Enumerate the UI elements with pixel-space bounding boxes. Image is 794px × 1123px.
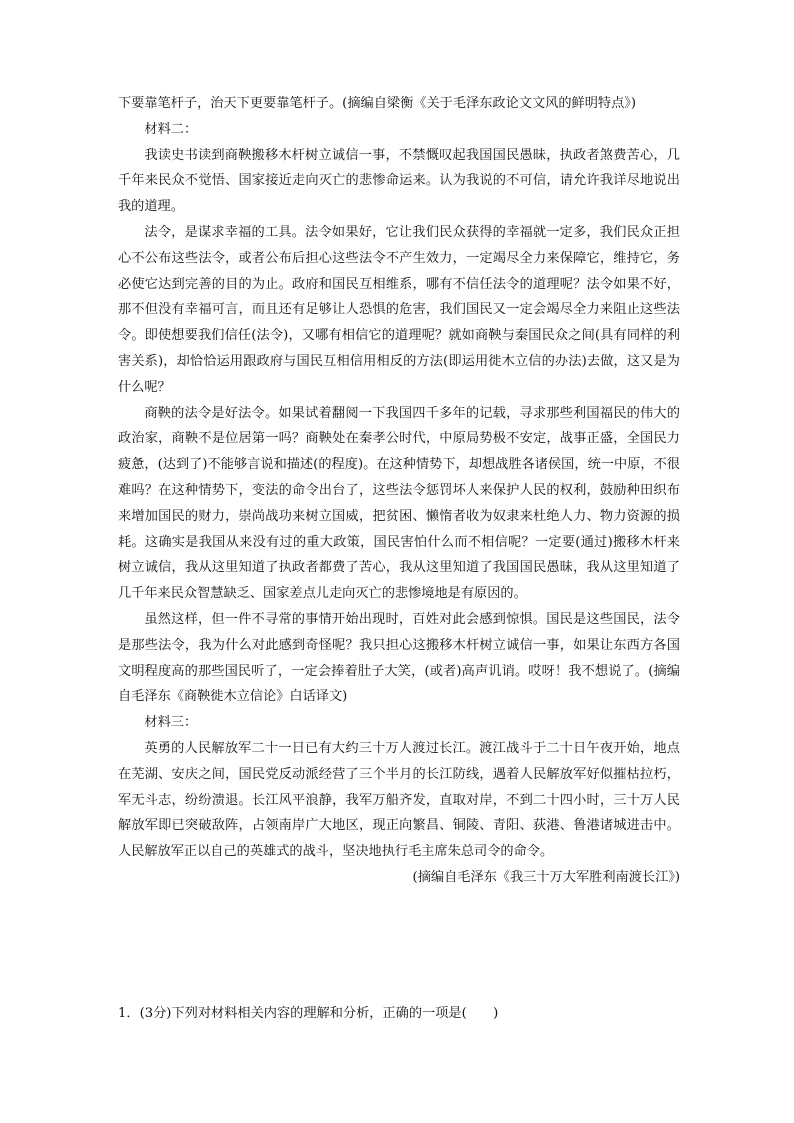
intro-source-line: 下要靠笔杆子，治天下更要靠笔杆子。(摘编自梁衡《关于毛泽东政论文文风的鲜明特点》) (118, 96, 636, 111)
material3-paragraph: 英勇的人民解放军二十一日已有大约三十万人渡过长江。渡江战斗于二十日午夜开始，地点在芜湖、安庆之间，国民党反动派经营了三个半月的长江防线，遇着人民解放军好似摧枯拉朽，军无斗志，纷纷溃退。长江风平浪静，我军万船齐发，直取对岸，不到二十四小时，三十万人民解放军即已突破敌阵，占领南岸广大地区，现正向繁昌、铜陵、青阳、荻港、鲁港诸城进击中。人民解放军正以自己的英雄式的战斗，坚决地执行毛主席朱总司令的命令。 (118, 740, 680, 860)
material2-paragraph-1: 我读史书读到商鞅搬移木杆树立诚信一事，不禁慨叹起我国国民愚昧，执政者煞费苦心，几千年来民众不觉悟、国家接近走向灭亡的悲惨命运来。认为我说的不可信，请允许我详尽地说出我的道理。 (118, 147, 680, 215)
question-1: 1．(3分)下列对材料相关内容的理解和分析，正确的一项是( ) (118, 1006, 499, 1021)
document-body (118, 91, 680, 891)
material3-heading: 材料三： (144, 715, 198, 731)
material2-paragraph-3: 商鞅的法令是好法令。如果试着翻阅一下我国四千多年的记载，寻求那些利国福民的伟大的政治家，商鞅不是位居第一吗？商鞅处在秦孝公时代，中原局势极不安定，战事正盛，全国民力疲惫，(达到了)不能够言说和描述(的程度)。在这种情势下，却想战胜各诸侯国，统一中原，不很难吗？在这种情势下，变法的命令出台了，这些法令惩罚坏人来保护人民的权利，鼓励种田织布来增加国民的财力，崇尚战功来树立国威，把贫困、懒惰者收为奴隶来杜绝人力、物力资源的损耗。这确实是我国从来没有过的重大政策，国民害怕什么而不相信呢？一定要(通过)搬移木杆来树立诚信，我从这里知道了执政者都费了苦心，我从这里知道了我国国民愚昧，我从这里知道了几千年来民众智慧缺乏、国家差点儿走向灭亡的悲惨境地是有原因的。 (118, 405, 680, 602)
material2-heading: 材料二： (144, 121, 198, 137)
material2-paragraph-2: 法令，是谋求幸福的工具。法令如果好，它让我们民众获得的幸福就一定多，我们民众正担心不公布这些法令，或者公布后担心这些法令不产生效力，一定竭尽全力来保障它，维持它，务必使它达到完善的目的为止。政府和国民互相维系，哪有不信任法令的道理呢？法令如果不好，那不但没有幸福可言，而且还有足够让人恐惧的危害，我们国民又一定会竭尽全力来阻止这些法令。即使想要我们信任(法令)，又哪有相信它的道理呢？就如商鞅与秦国民众之间(具有同样的利害关系)，却恰恰运用跟政府与国民互相信用相反的方法(即运用徙木立信的办法)去做，这又是为什么呢？ (118, 224, 680, 395)
material3-source: (摘编自毛泽东《我三十万大军胜利南渡长江》) (412, 869, 680, 885)
material2-paragraph-4: 虽然这样，但一件不寻常的事情开始出现时，百姓对此会感到惊惧。国民是这些国民，法令是那些法令，我为什么对此感到奇怪呢？我只担心这搬移木杆树立诚信一事，如果让东西方各国文明程度高的那些国民听了，一定会捧着肚子大笑，(或者)高声讥诮。哎呀！我不想说了。(摘编自毛泽东《商鞅徙木立信论》白话译文) (118, 611, 680, 705)
